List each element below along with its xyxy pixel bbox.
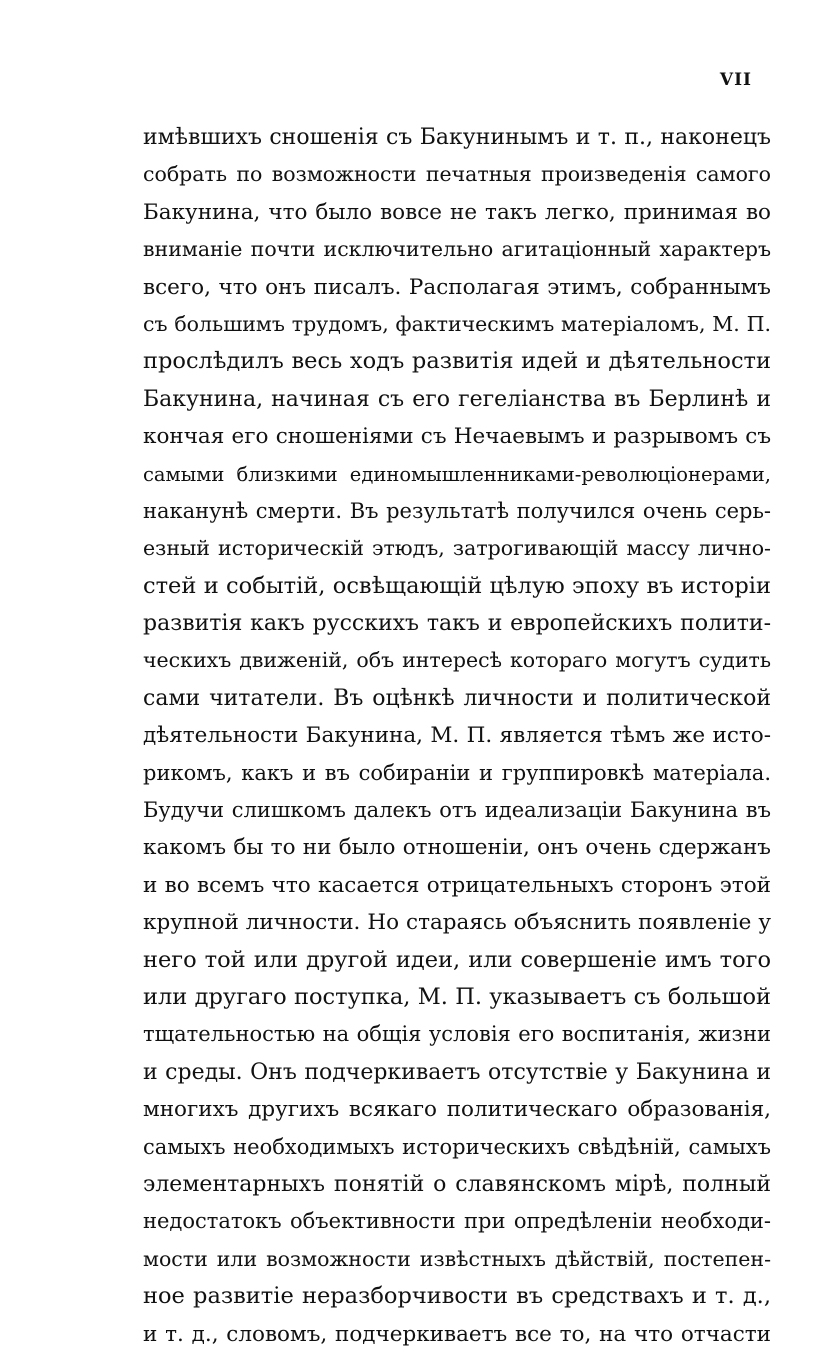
text-line: него той или другой идеи, или совершеніе имъ того xyxy=(143,946,771,973)
text-line: съ большимъ трудомъ, фактическимъ матеріаломъ, М. П. xyxy=(143,311,771,336)
text-line: вниманіе почти исключительно агитаціонный характеръ xyxy=(143,237,771,262)
text-line: крупной личности. Но стараясь объяснить появленіе у xyxy=(143,910,771,936)
text-line: какомъ бы то ни было отношеніи, онъ очень сдержанъ xyxy=(143,835,771,861)
text-line: тщательностью на общія условія его воспитанія, жизни xyxy=(143,1022,771,1047)
text-line: Будучи слишкомъ далекъ отъ идеализаціи Бакунина въ xyxy=(143,798,771,823)
text-line: Бакунина, начиная съ его гегеліанства въ Берлинѣ и xyxy=(143,386,771,412)
page-number: VII xyxy=(719,70,752,90)
text-line: самыхъ необходимыхъ историческихъ свѣдѣній, самыхъ xyxy=(143,1134,771,1159)
text-line: и во всемъ что касается отрицательныхъ сторонъ этой xyxy=(143,872,771,898)
text-line: стей и событій, освѣщающій цѣлую эпоху въ исторіи xyxy=(143,572,771,599)
text-line: мости или возможности извѣстныхъ дѣйствій, постепен- xyxy=(143,1246,771,1271)
text-line: кончая его сношеніями съ Нечаевымъ и разрывомъ съ xyxy=(143,424,771,450)
text-line: собрать по возможности печатныя произведенія самого xyxy=(143,162,771,187)
text-line: дѣятельности Бакунина, М. П. является тѣмъ же исто- xyxy=(143,723,771,749)
body-text xyxy=(143,119,771,1353)
text-line: наканунѣ смерти. Въ результатѣ получился очень серь- xyxy=(143,498,771,523)
text-line: езный историческій этюдъ, затрогивающій массу лично- xyxy=(143,536,771,561)
text-line: сами читатели. Въ оцѣнкѣ личности и политической xyxy=(143,685,771,711)
text-line: развитія какъ русскихъ такъ и европейскихъ полити- xyxy=(143,611,771,637)
text-line: или другаго поступка, М. П. указываетъ съ большой xyxy=(143,983,771,1010)
text-line: недостатокъ объективности при опредѣленіи необходи- xyxy=(143,1209,771,1234)
text-line: имѣвшихъ сношенія съ Бакунинымъ и т. п., наконецъ xyxy=(143,125,771,150)
text-line: рикомъ, какъ и въ собираніи и группировкѣ матеріала. xyxy=(143,760,771,785)
text-line: элементарныхъ понятій о славянскомъ мірѣ, полный xyxy=(143,1171,771,1197)
text-line: и т. д., словомъ, подчеркиваетъ все то, на что отчасти xyxy=(143,1321,771,1347)
text-line: ческихъ движеній, объ интересѣ котораго могутъ судить xyxy=(143,648,771,673)
text-line: прослѣдилъ весь ходъ развитія идей и дѣятельности xyxy=(143,348,771,375)
text-line: и среды. Онъ подчеркиваетъ отсутствіе у Бакунина и xyxy=(143,1059,771,1085)
text-line: всего, что онъ писалъ. Располагая этимъ, собраннымъ xyxy=(143,274,771,300)
text-line: ное развитіе неразборчивости въ средствахъ и т. д., xyxy=(143,1283,771,1310)
text-line: самыми близкими единомышленниками-революціонерами, xyxy=(143,462,771,486)
text-line: многихъ другихъ всякаго политическаго образованія, xyxy=(143,1097,771,1123)
text-line: Бакунина, что было вовсе не такъ легко, принимая во xyxy=(143,199,771,225)
